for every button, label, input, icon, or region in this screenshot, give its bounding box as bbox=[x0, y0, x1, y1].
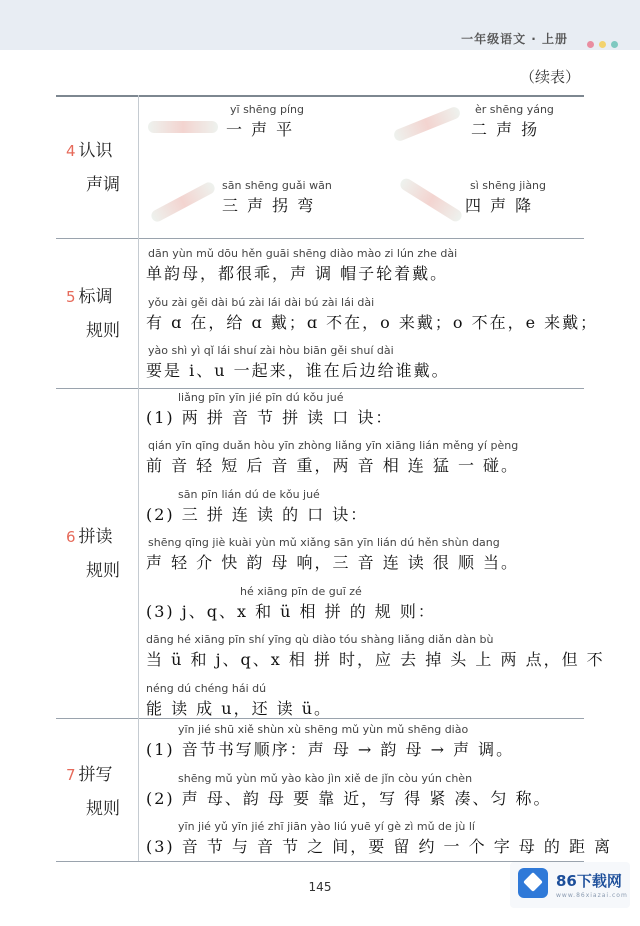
tone-pinyin: sì shēng jiàng bbox=[470, 179, 547, 192]
row-title: 规则 bbox=[86, 799, 120, 819]
tone-stroke-image bbox=[148, 121, 218, 133]
line-pinyin: néng dú chéng hái dú bbox=[146, 682, 267, 695]
tone-pinyin: yī shēng píng bbox=[230, 103, 304, 116]
row-divider bbox=[56, 388, 584, 389]
line-text: 当 ü 和 j、q、x 相 拼 时，应 去 掉 头 上 两 点，但 不 bbox=[146, 650, 605, 669]
row-title: 拼读 bbox=[78, 527, 113, 547]
line-pinyin: liǎng pīn yīn jié pīn dú kǒu jué bbox=[178, 391, 344, 404]
continued-label: （续表） bbox=[519, 68, 580, 86]
line-pinyin: sān pīn lián dú de kǒu jué bbox=[178, 488, 320, 501]
line-text: 能 读 成 u，还 读 ü。 bbox=[146, 699, 333, 718]
tone-pinyin: sān shēng guǎi wān bbox=[222, 179, 332, 192]
page-header bbox=[0, 0, 640, 50]
line-text: 要是 i、u 一起来，谁在后边给谁戴。 bbox=[146, 361, 450, 380]
row-heading-tones bbox=[66, 134, 138, 202]
tone-pinyin: èr shēng yáng bbox=[475, 103, 554, 116]
line-text: (1) 音节书写顺序：声 母 → 韵 母 → 声 调。 bbox=[146, 740, 515, 759]
row-divider bbox=[56, 238, 584, 239]
line-text: (2) 三 拼 连 读 的 口 诀： bbox=[146, 505, 369, 524]
tone-label: 二 声 扬 bbox=[471, 120, 540, 139]
tone-stroke-image bbox=[398, 176, 464, 223]
line-pinyin: shēng mǔ yùn mǔ yào kào jìn xiě de jǐn còu yún chèn bbox=[178, 772, 473, 785]
row-title: 认识 bbox=[78, 141, 113, 161]
line-pinyin: yào shì yì qǐ lái shuí zài hòu biān gěi shuí dài bbox=[148, 344, 394, 357]
row-number: 5 bbox=[66, 288, 76, 306]
line-pinyin: qián yīn qīng duǎn hòu yīn zhòng liǎng yīn xiāng lián měng yí pèng bbox=[148, 439, 519, 452]
row-title: 规则 bbox=[86, 561, 120, 581]
row-title: 规则 bbox=[86, 321, 120, 341]
line-pinyin: yīn jié shū xiě shùn xù shēng mǔ yùn mǔ shēng diào bbox=[178, 723, 469, 736]
watermark-text: 86下载网 bbox=[556, 872, 622, 890]
line-text: 前 音 轻 短 后 音 重，两 音 相 连 猛 一 碰。 bbox=[146, 456, 520, 475]
row-heading-marking bbox=[66, 280, 138, 348]
tone-stroke-image bbox=[392, 105, 461, 142]
dot-icon bbox=[599, 41, 606, 48]
line-text: (3) j、q、x 和 ü 相 拼 的 规 则： bbox=[146, 602, 436, 621]
row-number: 4 bbox=[66, 142, 76, 160]
line-pinyin: yīn jié yǔ yīn jié zhī jiān yào liú yuē yí gè zì mǔ de jù lí bbox=[178, 820, 475, 833]
line-pinyin: shēng qīng jiè kuài yùn mǔ xiǎng sān yīn lián dú hěn shùn dang bbox=[148, 536, 500, 549]
line-text: 单韵母，都很乖，声 调 帽子轮着戴。 bbox=[146, 264, 449, 283]
tone-stroke-image bbox=[149, 180, 216, 223]
line-pinyin: hé xiāng pīn de guī zé bbox=[240, 585, 362, 598]
line-text: (1) 两 拼 音 节 拼 读 口 诀： bbox=[146, 408, 394, 427]
tone-label: 四 声 降 bbox=[465, 196, 534, 215]
row-title: 拼写 bbox=[78, 765, 113, 785]
watermark-subtext: www.86xiazai.com bbox=[556, 892, 628, 899]
cube-icon bbox=[518, 868, 548, 898]
book-title: 一年级语文 · 上册 bbox=[461, 32, 568, 46]
line-pinyin: dāng hé xiāng pīn shí yīng qù diào tóu shàng liǎng diǎn dàn bù bbox=[146, 633, 494, 646]
row-title: 声调 bbox=[86, 175, 120, 195]
table-border-bottom bbox=[56, 861, 584, 862]
row-title: 标调 bbox=[78, 287, 113, 307]
row-number: 6 bbox=[66, 528, 76, 546]
row-heading-writing bbox=[66, 758, 138, 826]
row-heading-spelling bbox=[66, 520, 138, 588]
column-divider bbox=[138, 95, 139, 861]
row-number: 7 bbox=[66, 766, 76, 784]
tone-label: 三 声 拐 弯 bbox=[222, 196, 316, 215]
dot-icon bbox=[611, 41, 618, 48]
line-pinyin: yǒu zài gěi dài bú zài lái dài bú zài lái dài bbox=[148, 296, 375, 309]
tone-label: 一 声 平 bbox=[226, 120, 295, 139]
line-text: 有 ɑ 在，给 ɑ 戴；ɑ 不在，o 来戴；o 不在，e 来戴； bbox=[146, 313, 599, 332]
page-number: 145 bbox=[308, 880, 332, 894]
line-pinyin: dān yùn mǔ dōu hěn guāi shēng diào mào zi lún zhe dài bbox=[148, 247, 458, 260]
dot-icon bbox=[587, 41, 594, 48]
line-text: (3) 音 节 与 音 节 之 间，要 留 约 一 个 字 母 的 距 离 bbox=[146, 837, 613, 856]
header-decoration bbox=[582, 33, 618, 52]
line-text: (2) 声 母、韵 母 要 靠 近，写 得 紧 凑、匀 称。 bbox=[146, 789, 552, 808]
line-text: 声 轻 介 快 韵 母 响，三 音 连 读 很 顺 当。 bbox=[146, 553, 520, 572]
watermark-logo bbox=[510, 862, 630, 908]
table-border-top bbox=[56, 95, 584, 97]
